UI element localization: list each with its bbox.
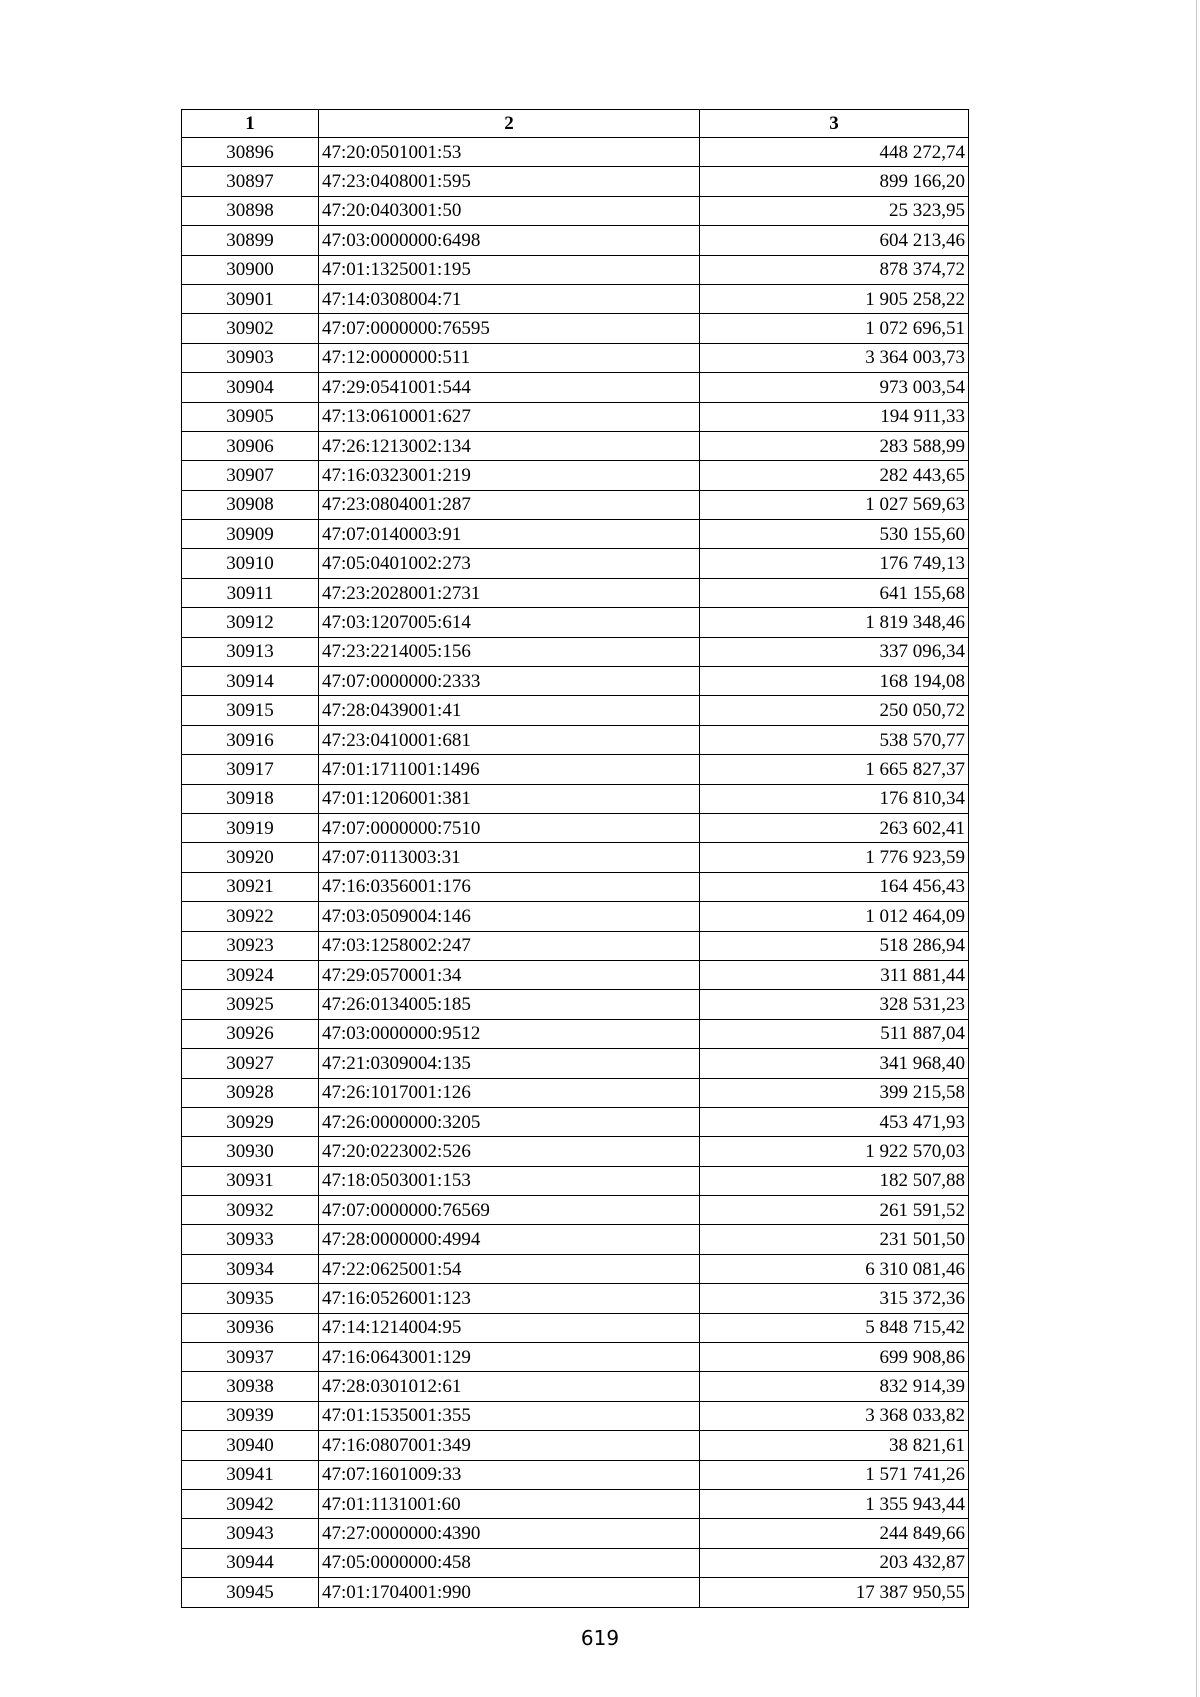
cadastral-value-cell: 337 096,34 <box>700 637 969 666</box>
table-row <box>182 1078 969 1107</box>
cadastral-number-cell: 47:01:1535001:355 <box>319 1401 700 1430</box>
row-number-cell: 30944 <box>182 1548 319 1577</box>
cadastral-number-cell: 47:28:0301012:61 <box>319 1372 700 1401</box>
cadastral-value-cell: 1 776 923,59 <box>700 843 969 872</box>
table-row <box>182 1166 969 1195</box>
cadastral-number-cell: 47:07:0140003:91 <box>319 520 700 549</box>
table-row <box>182 813 969 842</box>
row-number-cell: 30904 <box>182 373 319 402</box>
cadastral-number-cell: 47:27:0000000:4390 <box>319 1519 700 1548</box>
cadastral-number-cell: 47:16:0807001:349 <box>319 1431 700 1460</box>
cadastral-number-cell: 47:20:0403001:50 <box>319 196 700 225</box>
cadastral-number-cell: 47:29:0570001:34 <box>319 960 700 989</box>
cadastral-value-cell: 1 355 943,44 <box>700 1489 969 1518</box>
cadastral-number-cell: 47:12:0000000:511 <box>319 343 700 372</box>
cadastral-number-cell: 47:20:0501001:53 <box>319 138 700 167</box>
cadastral-number-cell: 47:01:1131001:60 <box>319 1489 700 1518</box>
table-row <box>182 637 969 666</box>
row-number-cell: 30933 <box>182 1225 319 1254</box>
row-number-cell: 30905 <box>182 402 319 431</box>
cadastral-number-cell: 47:07:0000000:76595 <box>319 314 700 343</box>
cadastral-value-table <box>181 109 969 1608</box>
row-number-cell: 30932 <box>182 1196 319 1225</box>
table-row <box>182 1489 969 1518</box>
cadastral-value-cell: 231 501,50 <box>700 1225 969 1254</box>
cadastral-number-cell: 47:22:0625001:54 <box>319 1254 700 1283</box>
cadastral-value-cell: 530 155,60 <box>700 520 969 549</box>
table-row <box>182 343 969 372</box>
table-row <box>182 578 969 607</box>
cadastral-value-cell: 182 507,88 <box>700 1166 969 1195</box>
cadastral-value-cell: 176 810,34 <box>700 784 969 813</box>
cadastral-number-cell: 47:03:0000000:6498 <box>319 226 700 255</box>
cadastral-value-cell: 453 471,93 <box>700 1107 969 1136</box>
cadastral-number-cell: 47:28:0439001:41 <box>319 696 700 725</box>
row-number-cell: 30929 <box>182 1107 319 1136</box>
table-row <box>182 872 969 901</box>
cadastral-number-cell: 47:16:0643001:129 <box>319 1343 700 1372</box>
table-row <box>182 1049 969 1078</box>
row-number-cell: 30910 <box>182 549 319 578</box>
cadastral-value-cell: 17 387 950,55 <box>700 1578 969 1607</box>
cadastral-number-cell: 47:14:1214004:95 <box>319 1313 700 1342</box>
cadastral-value-cell: 878 374,72 <box>700 255 969 284</box>
table-row <box>182 373 969 402</box>
cadastral-number-cell: 47:21:0309004:135 <box>319 1049 700 1078</box>
cadastral-value-cell: 604 213,46 <box>700 226 969 255</box>
table-row <box>182 902 969 931</box>
cadastral-value-cell: 164 456,43 <box>700 872 969 901</box>
table-row <box>182 931 969 960</box>
row-number-cell: 30917 <box>182 755 319 784</box>
cadastral-number-cell: 47:23:0804001:287 <box>319 490 700 519</box>
cadastral-value-cell: 899 166,20 <box>700 167 969 196</box>
table-row <box>182 784 969 813</box>
row-number-cell: 30927 <box>182 1049 319 1078</box>
row-number-cell: 30922 <box>182 902 319 931</box>
cadastral-value-cell: 5 848 715,42 <box>700 1313 969 1342</box>
cadastral-value-cell: 1 905 258,22 <box>700 284 969 313</box>
row-number-cell: 30945 <box>182 1578 319 1607</box>
row-number-cell: 30918 <box>182 784 319 813</box>
cadastral-number-cell: 47:03:0000000:9512 <box>319 1019 700 1048</box>
row-number-cell: 30925 <box>182 990 319 1019</box>
row-number-cell: 30928 <box>182 1078 319 1107</box>
table-header <box>182 110 969 138</box>
cadastral-value-cell: 3 364 003,73 <box>700 343 969 372</box>
column-header-2: 2 <box>319 110 700 138</box>
cadastral-value-cell: 448 272,74 <box>700 138 969 167</box>
row-number-cell: 30940 <box>182 1431 319 1460</box>
table-row <box>182 696 969 725</box>
table-row <box>182 490 969 519</box>
table-row <box>182 1460 969 1489</box>
cadastral-value-cell: 263 602,41 <box>700 813 969 842</box>
cadastral-number-cell: 47:18:0503001:153 <box>319 1166 700 1195</box>
table-row <box>182 1225 969 1254</box>
row-number-cell: 30926 <box>182 1019 319 1048</box>
cadastral-number-cell: 47:05:0401002:273 <box>319 549 700 578</box>
table-row <box>182 226 969 255</box>
row-number-cell: 30907 <box>182 461 319 490</box>
cadastral-number-cell: 47:26:0000000:3205 <box>319 1107 700 1136</box>
cadastral-number-cell: 47:03:1258002:247 <box>319 931 700 960</box>
row-number-cell: 30943 <box>182 1519 319 1548</box>
table-row <box>182 255 969 284</box>
cadastral-number-cell: 47:07:1601009:33 <box>319 1460 700 1489</box>
table-row <box>182 990 969 1019</box>
row-number-cell: 30936 <box>182 1313 319 1342</box>
cadastral-value-cell: 973 003,54 <box>700 373 969 402</box>
table-body <box>182 138 969 1608</box>
cadastral-value-cell: 511 887,04 <box>700 1019 969 1048</box>
row-number-cell: 30898 <box>182 196 319 225</box>
row-number-cell: 30930 <box>182 1137 319 1166</box>
cadastral-number-cell: 47:23:2028001:2731 <box>319 578 700 607</box>
table-row <box>182 1578 969 1607</box>
table-row <box>182 461 969 490</box>
cadastral-value-cell: 283 588,99 <box>700 431 969 460</box>
table-row <box>182 843 969 872</box>
row-number-cell: 30900 <box>182 255 319 284</box>
table-row <box>182 1284 969 1313</box>
table-row <box>182 431 969 460</box>
row-number-cell: 30921 <box>182 872 319 901</box>
row-number-cell: 30934 <box>182 1254 319 1283</box>
row-number-cell: 30939 <box>182 1401 319 1430</box>
table-row <box>182 755 969 784</box>
cadastral-value-cell: 641 155,68 <box>700 578 969 607</box>
table-row <box>182 1401 969 1430</box>
cadastral-number-cell: 47:14:0308004:71 <box>319 284 700 313</box>
table-row <box>182 284 969 313</box>
cadastral-number-cell: 47:01:1711001:1496 <box>319 755 700 784</box>
table-row <box>182 1548 969 1577</box>
table-row <box>182 1137 969 1166</box>
cadastral-value-cell: 1 819 348,46 <box>700 608 969 637</box>
table-row <box>182 138 969 167</box>
cadastral-number-cell: 47:26:1017001:126 <box>319 1078 700 1107</box>
cadastral-value-cell: 3 368 033,82 <box>700 1401 969 1430</box>
cadastral-value-cell: 328 531,23 <box>700 990 969 1019</box>
cadastral-value-cell: 250 050,72 <box>700 696 969 725</box>
table-row <box>182 608 969 637</box>
cadastral-number-cell: 47:28:0000000:4994 <box>319 1225 700 1254</box>
row-number-cell: 30931 <box>182 1166 319 1195</box>
table-row <box>182 1343 969 1372</box>
cadastral-value-cell: 203 432,87 <box>700 1548 969 1577</box>
cadastral-value-cell: 25 323,95 <box>700 196 969 225</box>
row-number-cell: 30916 <box>182 725 319 754</box>
table-row <box>182 520 969 549</box>
cadastral-value-cell: 1 027 569,63 <box>700 490 969 519</box>
cadastral-value-cell: 38 821,61 <box>700 1431 969 1460</box>
table-row <box>182 1372 969 1401</box>
cadastral-value-cell: 341 968,40 <box>700 1049 969 1078</box>
table-row <box>182 314 969 343</box>
header-row <box>182 110 969 138</box>
table-row <box>182 1519 969 1548</box>
row-number-cell: 30896 <box>182 138 319 167</box>
row-number-cell: 30920 <box>182 843 319 872</box>
cadastral-value-cell: 6 310 081,46 <box>700 1254 969 1283</box>
row-number-cell: 30919 <box>182 813 319 842</box>
cadastral-value-cell: 261 591,52 <box>700 1196 969 1225</box>
cadastral-number-cell: 47:07:0000000:7510 <box>319 813 700 842</box>
cadastral-number-cell: 47:05:0000000:458 <box>319 1548 700 1577</box>
column-header-3: 3 <box>700 110 969 138</box>
row-number-cell: 30915 <box>182 696 319 725</box>
cadastral-number-cell: 47:26:0134005:185 <box>319 990 700 1019</box>
cadastral-value-cell: 168 194,08 <box>700 667 969 696</box>
cadastral-value-cell: 518 286,94 <box>700 931 969 960</box>
cadastral-value-cell: 244 849,66 <box>700 1519 969 1548</box>
table-row <box>182 1196 969 1225</box>
cadastral-value-cell: 1 922 570,03 <box>700 1137 969 1166</box>
page-edge-divider <box>1196 0 1197 1697</box>
table-row <box>182 549 969 578</box>
cadastral-value-cell: 1 665 827,37 <box>700 755 969 784</box>
cadastral-number-cell: 47:01:1206001:381 <box>319 784 700 813</box>
cadastral-number-cell: 47:16:0323001:219 <box>319 461 700 490</box>
row-number-cell: 30897 <box>182 167 319 196</box>
table-row <box>182 196 969 225</box>
cadastral-value-cell: 282 443,65 <box>700 461 969 490</box>
table-row <box>182 1313 969 1342</box>
cadastral-value-cell: 1 571 741,26 <box>700 1460 969 1489</box>
cadastral-number-cell: 47:13:0610001:627 <box>319 402 700 431</box>
table-row <box>182 1107 969 1136</box>
row-number-cell: 30923 <box>182 931 319 960</box>
cadastral-value-cell: 399 215,58 <box>700 1078 969 1107</box>
row-number-cell: 30942 <box>182 1489 319 1518</box>
cadastral-value-cell: 832 914,39 <box>700 1372 969 1401</box>
cadastral-value-cell: 311 881,44 <box>700 960 969 989</box>
cadastral-value-cell: 1 012 464,09 <box>700 902 969 931</box>
cadastral-number-cell: 47:20:0223002:526 <box>319 1137 700 1166</box>
row-number-cell: 30914 <box>182 667 319 696</box>
cadastral-number-cell: 47:16:0526001:123 <box>319 1284 700 1313</box>
table-row <box>182 960 969 989</box>
cadastral-number-cell: 47:23:0410001:681 <box>319 725 700 754</box>
cadastral-number-cell: 47:07:0113003:31 <box>319 843 700 872</box>
row-number-cell: 30901 <box>182 284 319 313</box>
cadastral-number-cell: 47:26:1213002:134 <box>319 431 700 460</box>
row-number-cell: 30906 <box>182 431 319 460</box>
cadastral-value-cell: 538 570,77 <box>700 725 969 754</box>
cadastral-value-cell: 194 911,33 <box>700 402 969 431</box>
cadastral-value-cell: 699 908,86 <box>700 1343 969 1372</box>
row-number-cell: 30902 <box>182 314 319 343</box>
row-number-cell: 30899 <box>182 226 319 255</box>
cadastral-number-cell: 47:01:1325001:195 <box>319 255 700 284</box>
row-number-cell: 30924 <box>182 960 319 989</box>
table-row <box>182 667 969 696</box>
column-header-1: 1 <box>182 110 319 138</box>
row-number-cell: 30903 <box>182 343 319 372</box>
table-row <box>182 402 969 431</box>
row-number-cell: 30941 <box>182 1460 319 1489</box>
row-number-cell: 30912 <box>182 608 319 637</box>
cadastral-value-cell: 1 072 696,51 <box>700 314 969 343</box>
page-number: 619 <box>580 1626 620 1650</box>
table-row <box>182 1431 969 1460</box>
row-number-cell: 30913 <box>182 637 319 666</box>
table-row <box>182 167 969 196</box>
cadastral-number-cell: 47:23:2214005:156 <box>319 637 700 666</box>
table-row <box>182 725 969 754</box>
row-number-cell: 30908 <box>182 490 319 519</box>
cadastral-number-cell: 47:01:1704001:990 <box>319 1578 700 1607</box>
table-row <box>182 1254 969 1283</box>
row-number-cell: 30911 <box>182 578 319 607</box>
row-number-cell: 30909 <box>182 520 319 549</box>
cadastral-number-cell: 47:29:0541001:544 <box>319 373 700 402</box>
cadastral-number-cell: 47:07:0000000:2333 <box>319 667 700 696</box>
row-number-cell: 30937 <box>182 1343 319 1372</box>
row-number-cell: 30938 <box>182 1372 319 1401</box>
cadastral-number-cell: 47:23:0408001:595 <box>319 167 700 196</box>
cadastral-value-cell: 176 749,13 <box>700 549 969 578</box>
table-row <box>182 1019 969 1048</box>
cadastral-number-cell: 47:03:0509004:146 <box>319 902 700 931</box>
cadastral-value-cell: 315 372,36 <box>700 1284 969 1313</box>
cadastral-number-cell: 47:03:1207005:614 <box>319 608 700 637</box>
cadastral-number-cell: 47:07:0000000:76569 <box>319 1196 700 1225</box>
cadastral-number-cell: 47:16:0356001:176 <box>319 872 700 901</box>
row-number-cell: 30935 <box>182 1284 319 1313</box>
